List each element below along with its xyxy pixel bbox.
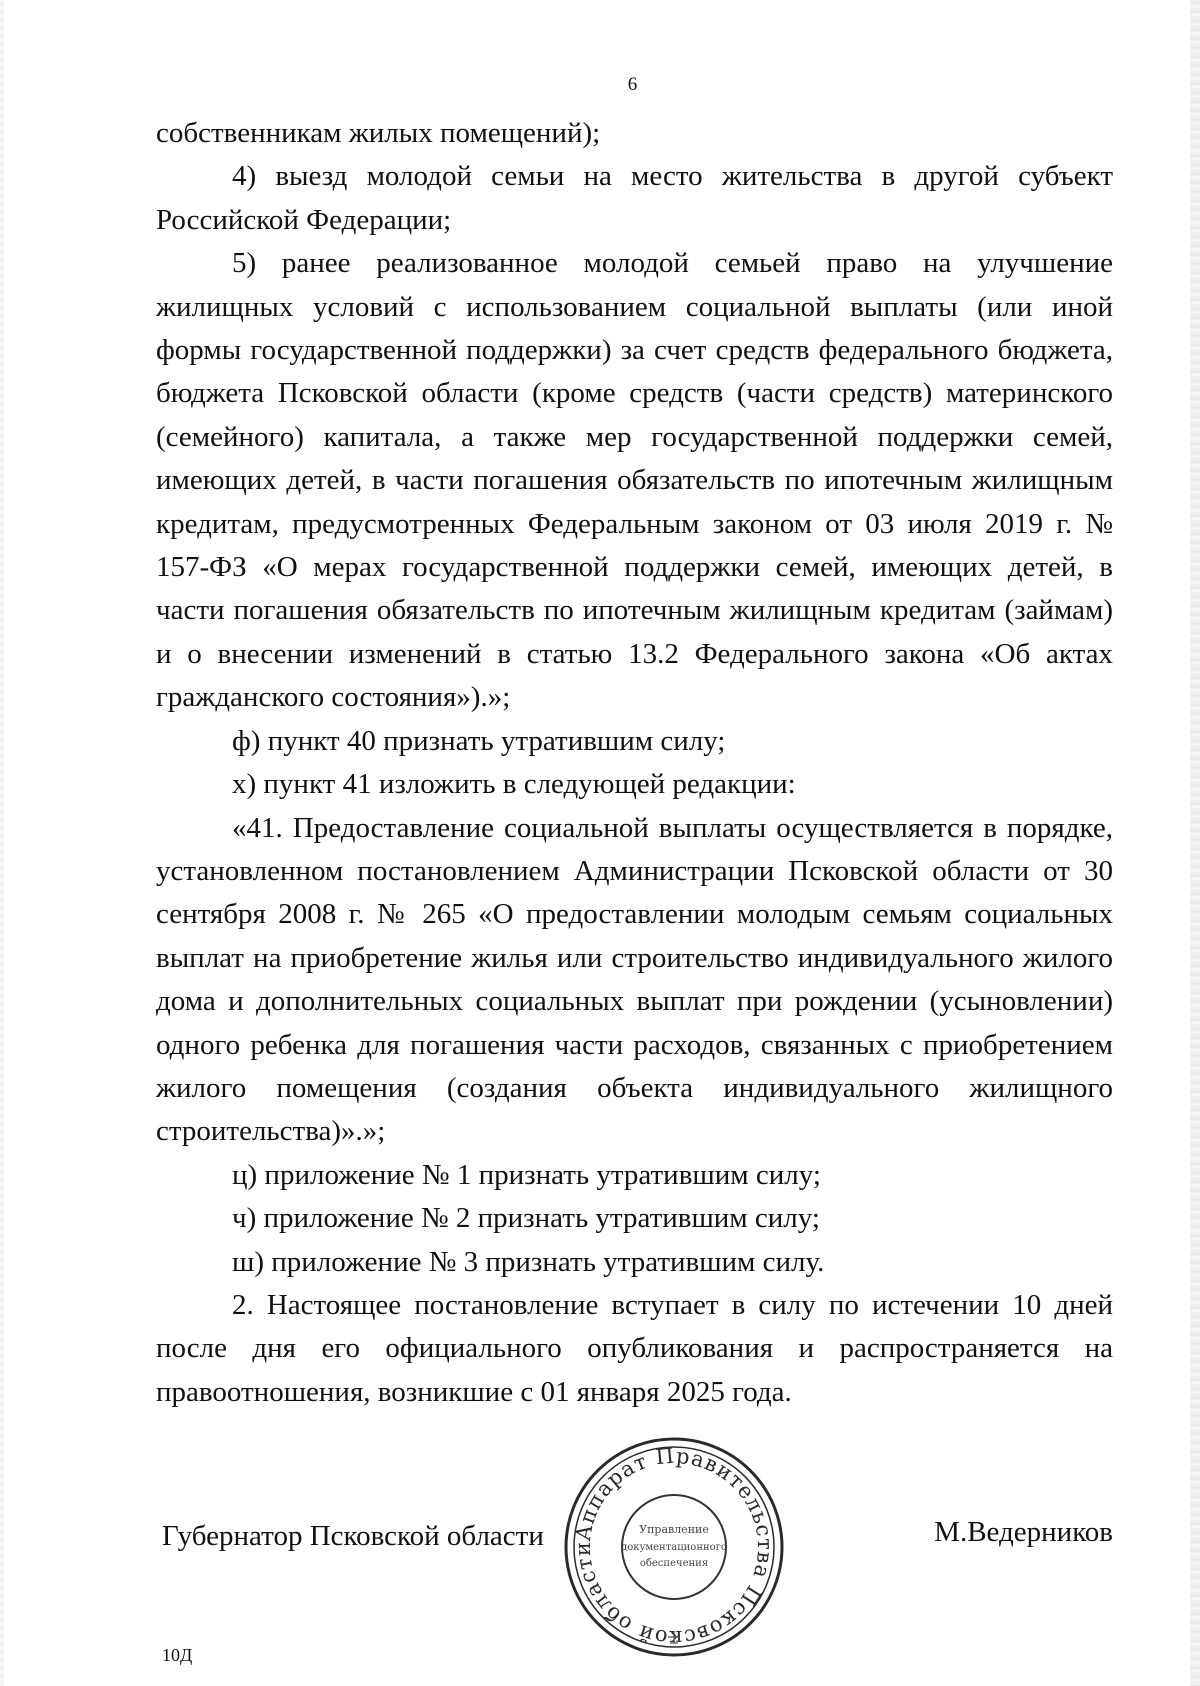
paragraph-item-ch: ч) приложение № 2 признать утратившим силу; xyxy=(232,1202,820,1235)
stamp-outer-text: Аппарат Правительства Псковской области xyxy=(570,1443,778,1651)
paragraph-continuation: собственникам жилых помещений); xyxy=(156,117,601,149)
signatory-position: Губернатор Псковской области xyxy=(162,1520,544,1552)
scan-edge-left xyxy=(0,0,4,1686)
paragraph-item-h: х) пункт 41 изложить в следующей редакции: xyxy=(232,768,796,801)
stamp-inner-line-1: Управление xyxy=(639,1523,709,1536)
paragraph-item-ts: ц) приложение № 1 признать утратившим силу; xyxy=(232,1158,821,1191)
paragraph-item-f: ф) пункт 40 признать утратившим силу; xyxy=(232,724,726,757)
document-body xyxy=(156,112,1113,1414)
paragraph-clause-2: 2. Настоящее постановление вступает в силу по истечении 10 дней после дня его официального опубликования и распространяется на правоотношения, возникшие с 01 января 2025 года. xyxy=(156,1288,1113,1408)
paragraph-item-5: 5) ранее реализованное молодой семьей право на улучшение жилищных условий с использованием социальной выплаты (или иной формы государственной поддержки) за счет средств федерального бюджета, бюджета Псковской области (кроме средств (части средств) материнского (семейного) капитала, а также мер государственной поддержки семей, имеющих детей, в части погашения обязательств по ипотечным жилищным кредитам, предусмотренных Федеральным законом от 03 июля 2019 г. № 157-ФЗ «О мерах государственной поддержки семей, имеющих детей, в части погашения обязательств по ипотечным жилищным кредитам (займам) и о внесении изменений в статью 13.2 Федерального закона «Об актах гражданского состояния»).»; xyxy=(156,247,1113,714)
paragraph-item-sh: ш) приложение № 3 признать утратившим силу. xyxy=(232,1245,825,1278)
paragraph-item-4: 4) выезд молодой семьи на место жительства в другой субъект Российской Федерации; xyxy=(156,160,1113,236)
paragraph-point-41: «41. Предоставление социальной выплаты осуществляется в порядке, установленном постановлением Администрации Псковской области от 30 сентября 2008 г. № 265 «О предоставлении молодым семьям социальных выплат на приобретение жилья или строительство индивидуального жилого дома и дополнительных социальных выплат при рождении (усыновлении) одного ребенка для погашения части расходов, связанных с приобретением жилого помещения (создания объекта индивидуального жилищного строительства)».»; xyxy=(156,811,1113,1148)
signatory-name: М.Ведерников xyxy=(934,1516,1113,1548)
stamp-inner-line-2: документационного xyxy=(621,1542,727,1553)
document-code: 10Д xyxy=(162,1645,193,1665)
official-stamp xyxy=(562,1435,786,1659)
stamp-inner-line-3: обеспечения xyxy=(639,1558,709,1569)
scan-edge-right xyxy=(1190,0,1200,1686)
page-number: 6 xyxy=(627,74,638,95)
